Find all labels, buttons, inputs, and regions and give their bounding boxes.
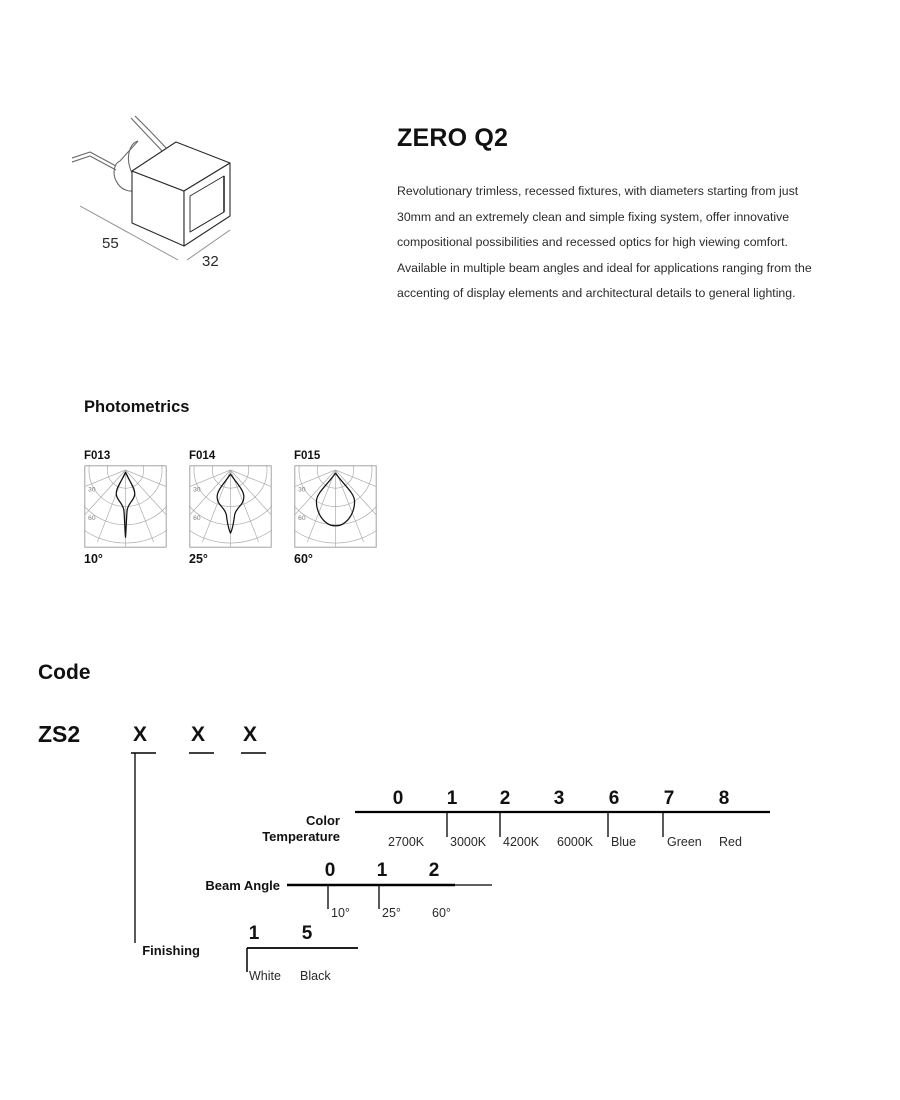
code-value: 10°	[331, 906, 350, 920]
code-section	[0, 655, 900, 1035]
code-digit: 0	[392, 788, 404, 809]
code-heading: Code	[38, 661, 91, 684]
code-value: 2700K	[388, 835, 425, 849]
dimension-width-label: 32	[202, 253, 219, 270]
photometric-item-f014	[189, 450, 272, 566]
code-row-label-beam-angle: Beam Angle	[205, 878, 280, 893]
code-row-label-color-temperature: Color Temperature	[262, 813, 340, 844]
code-value: 6000K	[557, 835, 594, 849]
polar-diagram-f013	[84, 465, 167, 548]
dimension-length-label: 55	[102, 235, 119, 252]
code-digit: 0	[324, 860, 336, 881]
code-digit: 3	[553, 788, 565, 809]
code-digit: 1	[248, 923, 260, 944]
code-digit: 5	[301, 923, 313, 944]
code-digit: 2	[428, 860, 440, 881]
product-technical-drawing	[72, 108, 372, 298]
photometrics-heading: Photometrics	[84, 398, 190, 416]
polar-label-60: 60	[193, 514, 201, 522]
code-value: 60°	[432, 906, 451, 920]
code-value: 4200K	[503, 835, 540, 849]
code-value: Blue	[611, 835, 637, 849]
code-slot-color-temperature[interactable]: X	[243, 723, 258, 746]
code-digit: 8	[718, 788, 730, 809]
polar-diagram-f014	[189, 465, 272, 548]
photometric-angle-label: 60°	[294, 552, 313, 566]
polar-label-30: 30	[298, 486, 306, 494]
photometric-angle-label: 10°	[84, 552, 103, 566]
photometrics-chart-row	[84, 450, 484, 566]
code-value: Green	[667, 835, 702, 849]
product-drawing-svg	[72, 108, 372, 298]
polar-label-30: 30	[88, 486, 96, 494]
code-digit: 1	[376, 860, 388, 881]
code-value: 25°	[382, 906, 401, 920]
code-prefix: ZS2	[38, 721, 81, 747]
polar-label-30: 30	[193, 486, 201, 494]
polar-label-60: 60	[298, 514, 306, 522]
code-digit: 1	[446, 788, 458, 809]
page-title: ZERO Q2	[397, 124, 509, 152]
photometric-item-f015	[294, 450, 377, 566]
photometrics-section	[84, 398, 484, 566]
photometric-code-label: F014	[189, 450, 216, 462]
code-slot-beam-angle[interactable]: X	[191, 723, 206, 746]
code-digit: 2	[499, 788, 511, 809]
photometric-code-label: F015	[294, 450, 321, 462]
code-value: 3000K	[450, 835, 487, 849]
code-value: White	[249, 969, 281, 983]
code-row-label-finishing: Finishing	[142, 943, 200, 958]
photometric-item-f013	[84, 450, 167, 566]
photometric-code-label: F013	[84, 450, 111, 462]
polar-label-60: 60	[88, 514, 96, 522]
photometric-angle-label: 25°	[189, 552, 208, 566]
code-digit: 7	[663, 788, 675, 809]
code-slot-finishing[interactable]: X	[133, 723, 148, 746]
code-value: Red	[719, 835, 742, 849]
polar-diagram-f015	[294, 465, 377, 548]
code-digit: 6	[608, 788, 620, 809]
code-value: Black	[300, 969, 331, 983]
product-header	[397, 124, 817, 307]
product-description: Revolutionary trimless, recessed fixtures, with diameters starting from just 30mm and an extremely clean and simple fixing system, offer innovative compositional possibilities and recessed optics for high viewing comfort. Available in multiple beam angles and ideal for applications ranging from the accenting of display elements and architectural details to general lighting.	[397, 184, 812, 300]
